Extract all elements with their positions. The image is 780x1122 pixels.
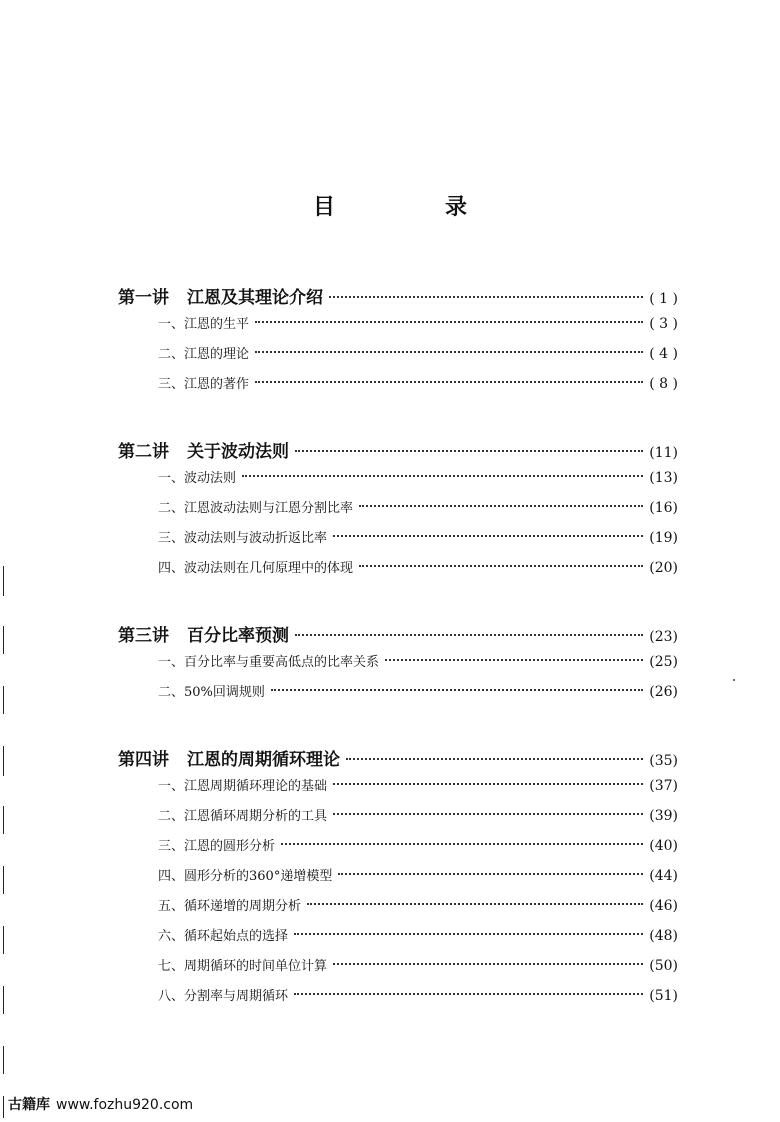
- page-number: (20): [649, 560, 678, 576]
- section-title: 一、波动法则: [158, 471, 237, 486]
- chapter-title: 百分比率预测: [187, 626, 289, 646]
- section-title: 七、周期循环的时间单位计算: [158, 959, 328, 974]
- scan-margin-mark: [3, 926, 4, 954]
- page-number: ( 4 ): [649, 346, 678, 362]
- chapter-heading: [118, 621, 289, 646]
- page-number: (50): [649, 958, 678, 974]
- section-title: 三、波动法则与波动折返比率: [158, 531, 328, 546]
- toc-section[interactable]: [118, 313, 678, 343]
- chapter-heading: [118, 283, 323, 308]
- dot-leader: [281, 843, 643, 845]
- table-of-contents: [118, 283, 678, 1015]
- page-number: (40): [649, 838, 678, 854]
- toc-chapter-1[interactable]: [118, 283, 678, 313]
- chapter-title: 江恩的周期循环理论: [187, 750, 340, 770]
- section-title: 一、江恩的生平: [158, 317, 250, 332]
- scan-margin-mark: [3, 746, 4, 776]
- dot-leader: [346, 758, 643, 760]
- dot-leader: [359, 565, 643, 567]
- dot-leader: [333, 535, 643, 537]
- chapter-heading: [118, 437, 289, 462]
- dot-leader: [294, 993, 643, 995]
- section-title: 四、圆形分析的360°递增模型: [158, 869, 333, 884]
- scan-margin-mark: [3, 686, 4, 714]
- scan-margin-mark: [3, 806, 4, 834]
- toc-section[interactable]: [118, 343, 678, 373]
- toc-section[interactable]: [118, 805, 678, 835]
- chapter-spacer: [118, 711, 678, 745]
- dot-leader: [295, 634, 643, 636]
- dot-leader: [359, 505, 643, 507]
- scan-margin-mark: [3, 626, 4, 654]
- toc-section[interactable]: [118, 775, 678, 805]
- dot-leader: [255, 381, 643, 383]
- section-title: 六、循环起始点的选择: [158, 929, 289, 944]
- watermark: [8, 1094, 193, 1114]
- section-title: 三、江恩的圆形分析: [158, 839, 276, 854]
- page-number: ( 3 ): [649, 316, 678, 332]
- toc-section[interactable]: [118, 373, 678, 403]
- toc-chapter-3[interactable]: [118, 621, 678, 651]
- page-number: (23): [649, 629, 678, 645]
- toc-section[interactable]: [118, 955, 678, 985]
- section-title: 二、江恩波动法则与江恩分割比率: [158, 501, 354, 516]
- dot-leader: [295, 450, 643, 452]
- page-number: ( 8 ): [649, 376, 678, 392]
- section-title: 二、江恩的理论: [158, 347, 250, 362]
- section-title: 二、50%回调规则: [158, 685, 265, 700]
- section-title: 五、循环递增的周期分析: [158, 899, 302, 914]
- toc-section[interactable]: [118, 895, 678, 925]
- chapter-spacer: [118, 587, 678, 621]
- toc-section[interactable]: [118, 681, 678, 711]
- watermark-url: www.fozhu920.com: [56, 1097, 194, 1113]
- page-number: (35): [649, 753, 678, 769]
- chapter-title: 江恩及其理论介绍: [187, 288, 323, 308]
- dot-leader: [385, 659, 643, 661]
- watermark-site-name: 古籍库: [8, 1097, 50, 1113]
- dot-leader: [255, 321, 643, 323]
- dot-leader: [255, 351, 643, 353]
- toc-section[interactable]: [118, 865, 678, 895]
- scan-margin-mark: [3, 986, 4, 1014]
- dot-leader: [333, 783, 643, 785]
- page-number: (48): [649, 928, 678, 944]
- scan-margin-mark: [3, 1046, 4, 1074]
- page-number: (13): [649, 470, 678, 486]
- page-number: (51): [649, 988, 678, 1004]
- dot-leader: [329, 296, 643, 298]
- scan-margin-mark: [3, 566, 4, 596]
- chapter-heading: [118, 745, 340, 770]
- dot-leader: [271, 689, 643, 691]
- chapter-label: 第四讲: [118, 750, 169, 770]
- scan-margin-mark: [3, 1096, 4, 1118]
- chapter-label: 第二讲: [118, 442, 169, 462]
- page-number: (19): [649, 530, 678, 546]
- chapter-title: 关于波动法则: [187, 442, 289, 462]
- page-number: (44): [649, 868, 678, 884]
- page-number: (39): [649, 808, 678, 824]
- dot-leader: [294, 933, 643, 935]
- dot-leader: [242, 475, 643, 477]
- toc-section[interactable]: [118, 467, 678, 497]
- toc-section[interactable]: [118, 557, 678, 587]
- toc-section[interactable]: [118, 651, 678, 681]
- dot-leader: [333, 813, 643, 815]
- section-title: 一、百分比率与重要高低点的比率关系: [158, 655, 380, 670]
- page-title: 目 录: [312, 195, 511, 220]
- page-number: (46): [649, 898, 678, 914]
- toc-chapter-4[interactable]: [118, 745, 678, 775]
- toc-chapter-2[interactable]: [118, 437, 678, 467]
- toc-section[interactable]: [118, 527, 678, 557]
- page-number: (26): [649, 684, 678, 700]
- section-title: 四、波动法则在几何原理中的体现: [158, 561, 354, 576]
- toc-section[interactable]: [118, 497, 678, 527]
- scan-dust-speck: [733, 679, 735, 681]
- section-title: 一、江恩周期循环理论的基础: [158, 779, 328, 794]
- dot-leader: [307, 903, 643, 905]
- page-number: ( 1 ): [649, 291, 678, 307]
- toc-section[interactable]: [118, 985, 678, 1015]
- scan-margin-mark: [3, 866, 4, 894]
- section-title: 三、江恩的著作: [158, 377, 250, 392]
- dot-leader: [333, 963, 643, 965]
- page-number: (11): [649, 445, 678, 461]
- chapter-spacer: [118, 403, 678, 437]
- section-title: 二、江恩循环周期分析的工具: [158, 809, 328, 824]
- chapter-label: 第一讲: [118, 288, 169, 308]
- chapter-label: 第三讲: [118, 626, 169, 646]
- page-number: (37): [649, 778, 678, 794]
- section-title: 八、分割率与周期循环: [158, 989, 289, 1004]
- page-number: (25): [649, 654, 678, 670]
- dot-leader: [338, 873, 643, 875]
- toc-section[interactable]: [118, 835, 678, 865]
- toc-section[interactable]: [118, 925, 678, 955]
- page-number: (16): [649, 500, 678, 516]
